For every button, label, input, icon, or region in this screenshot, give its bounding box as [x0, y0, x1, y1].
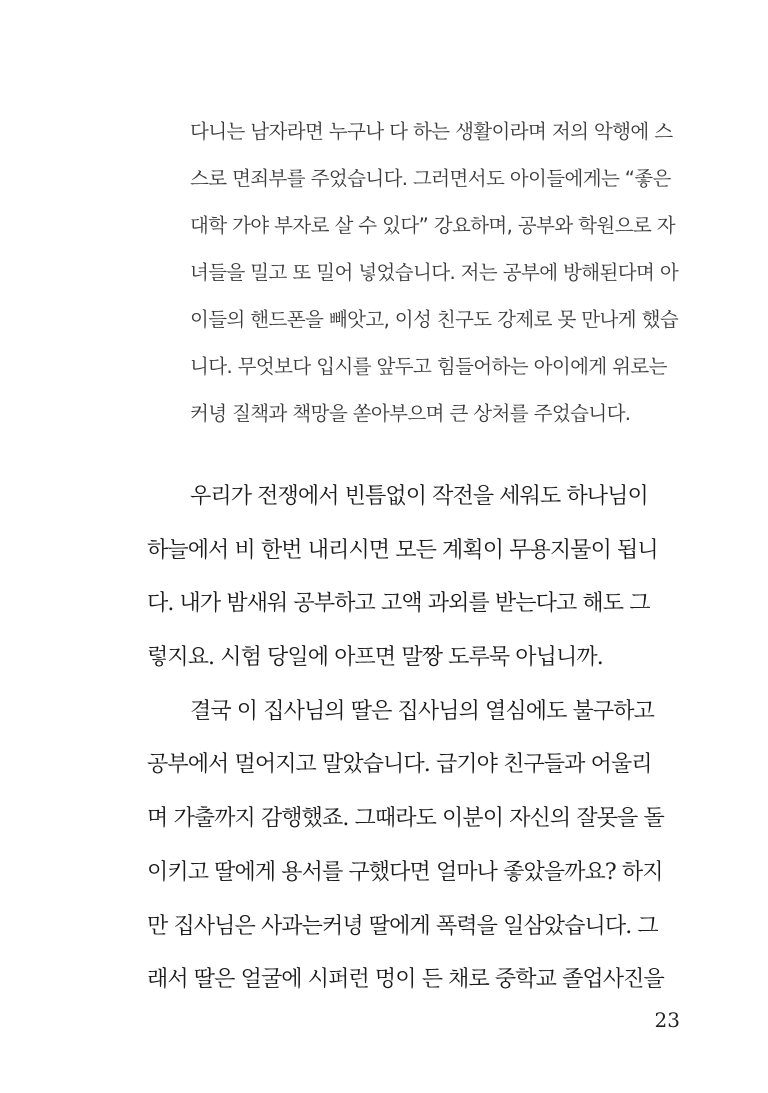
quote-line: 대학 가야 부자로 살 수 있다” 강요하며, 공부와 학원으로 자 — [190, 214, 675, 237]
paragraph-1-line: 우리가 전쟁에서 빈틈없이 작전을 세워도 하나님이 — [190, 484, 648, 509]
paragraph-2-line: 결국 이 집사님의 딸은 집사님의 열심에도 불구하고 — [190, 698, 654, 724]
page-number: 23 — [654, 1008, 680, 1032]
body-text — [147, 470, 687, 1007]
quote-line: 녀들을 밀고 또 밀어 넣었습니다. 저는 공부에 방해된다며 아 — [190, 261, 679, 284]
paragraph-1-line: 다. 내가 밤새워 공부하고 고액 과외를 받는다고 해도 그 — [147, 591, 650, 617]
paragraph-2-line: 래서 딸은 얼굴에 시퍼런 멍이 든 채로 중학교 졸업사진을 — [147, 967, 664, 993]
paragraph-2-line: 이키고 딸에게 용서를 구했다면 얼마나 좋았을까요? 하지 — [147, 859, 663, 885]
quote-line: 니다. 무엇보다 입시를 앞두고 힘들어하는 아이에게 위로는 — [190, 355, 667, 378]
paragraph-1-line: 하늘에서 비 한번 내리시면 모든 계획이 무용지물이 됩니 — [147, 537, 658, 563]
quote-line: 이들의 핸드폰을 빼앗고, 이성 친구도 강제로 못 만나게 했습 — [190, 308, 679, 331]
paragraph-2-line: 공부에서 멀어지고 말았습니다. 급기야 친구들과 어울리 — [147, 752, 652, 778]
quote-line: 다니는 남자라면 누구나 다 하는 생활이라며 저의 악행에 스 — [190, 120, 673, 143]
quote-line: 스로 면죄부를 주었습니다. 그러면서도 아이들에게는 “좋은 — [190, 167, 671, 190]
paragraph-2-line: 며 가출까지 감행했죠. 그때라도 이분이 자신의 잘못을 돌 — [147, 806, 664, 832]
paragraph-1-line: 렇지요. 시험 당일에 아프면 말짱 도루묵 아닙니까. — [147, 645, 603, 671]
quoted-testimony — [190, 108, 690, 437]
quote-line: 커녕 질책과 책망을 쏟아부으며 큰 상처를 주었습니다. — [190, 402, 631, 425]
paragraph-2-line: 만 집사님은 사과는커녕 딸에게 폭력을 일삼았습니다. 그 — [147, 913, 658, 939]
